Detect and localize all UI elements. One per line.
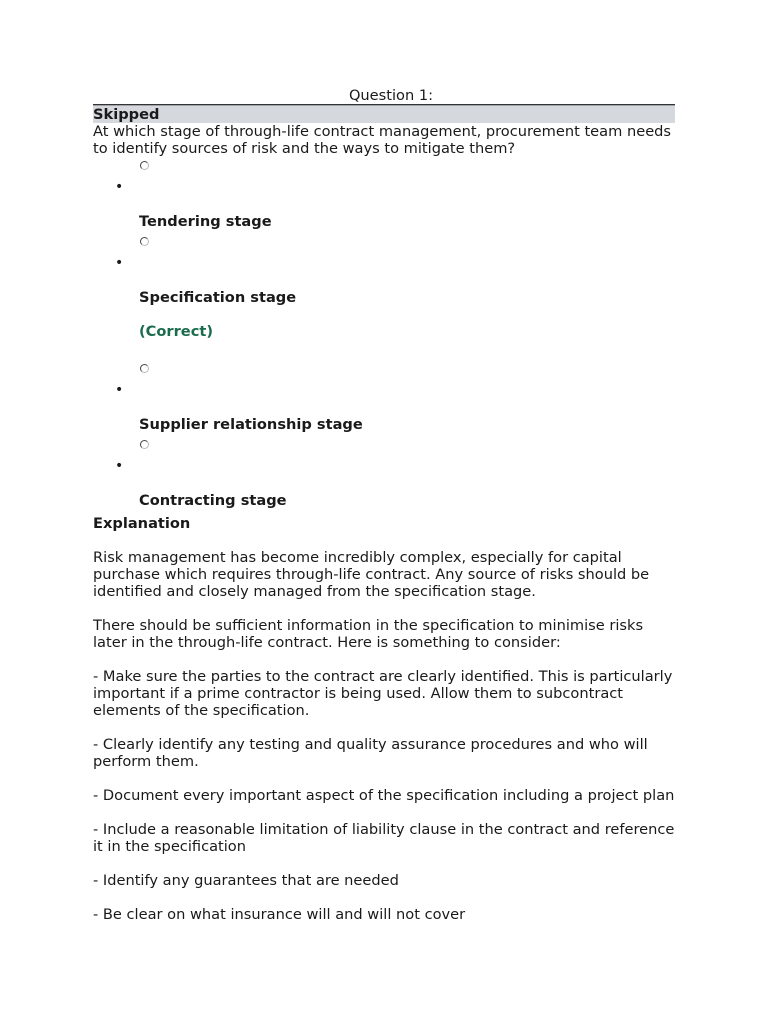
option-label: Supplier relationship stage [139, 416, 363, 433]
bullet-icon: • [115, 255, 124, 271]
explanation-paragraph: There should be sufficient information in the specification to minimise risks later in the through-life contract. Here is something to consider: [93, 617, 644, 651]
option-label: Contracting stage [139, 492, 287, 509]
question-page [93, 87, 675, 940]
radio-button-icon[interactable] [140, 440, 149, 449]
radio-button-icon[interactable] [140, 237, 149, 246]
explanation-paragraph: - Make sure the parties to the contract are clearly identified. This is particularly important if a prime contractor is being used. Allow them to subcontract elements of the specification. [93, 668, 673, 719]
explanation-paragraph: - Identify any guarantees that are needed [93, 872, 399, 889]
answer-options [93, 157, 675, 515]
bullet-icon: • [115, 179, 124, 195]
explanation-heading: Explanation [93, 515, 191, 532]
question-title: Question 1: [93, 87, 675, 105]
correct-indicator: (Correct) [139, 323, 213, 340]
explanation-paragraph: - Include a reasonable limitation of liability clause in the contract and reference it in the specification [93, 821, 675, 855]
explanation-paragraph: - Be clear on what insurance will and will not cover [93, 906, 466, 923]
option-label: Specification stage [139, 289, 297, 306]
radio-button-icon[interactable] [140, 364, 149, 373]
question-text: At which stage of through-life contract management, procurement team needs to identify sources of risk and the ways to mitigate them? [93, 123, 672, 157]
bullet-icon: • [115, 458, 124, 474]
explanation-paragraph: - Clearly identify any testing and quality assurance procedures and who will perform them. [93, 736, 648, 770]
radio-button-icon[interactable] [140, 161, 149, 170]
explanation-paragraph: Risk management has become incredibly complex, especially for capital purchase which requires through-life contract. Any source of risks should be identified and closely managed from the specification stage. [93, 549, 650, 600]
status-badge: Skipped [93, 105, 675, 123]
explanation-paragraph: - Document every important aspect of the specification including a project plan [93, 787, 675, 804]
explanation-section [93, 515, 675, 923]
bullet-icon: • [115, 382, 124, 398]
option-label: Tendering stage [139, 213, 272, 230]
